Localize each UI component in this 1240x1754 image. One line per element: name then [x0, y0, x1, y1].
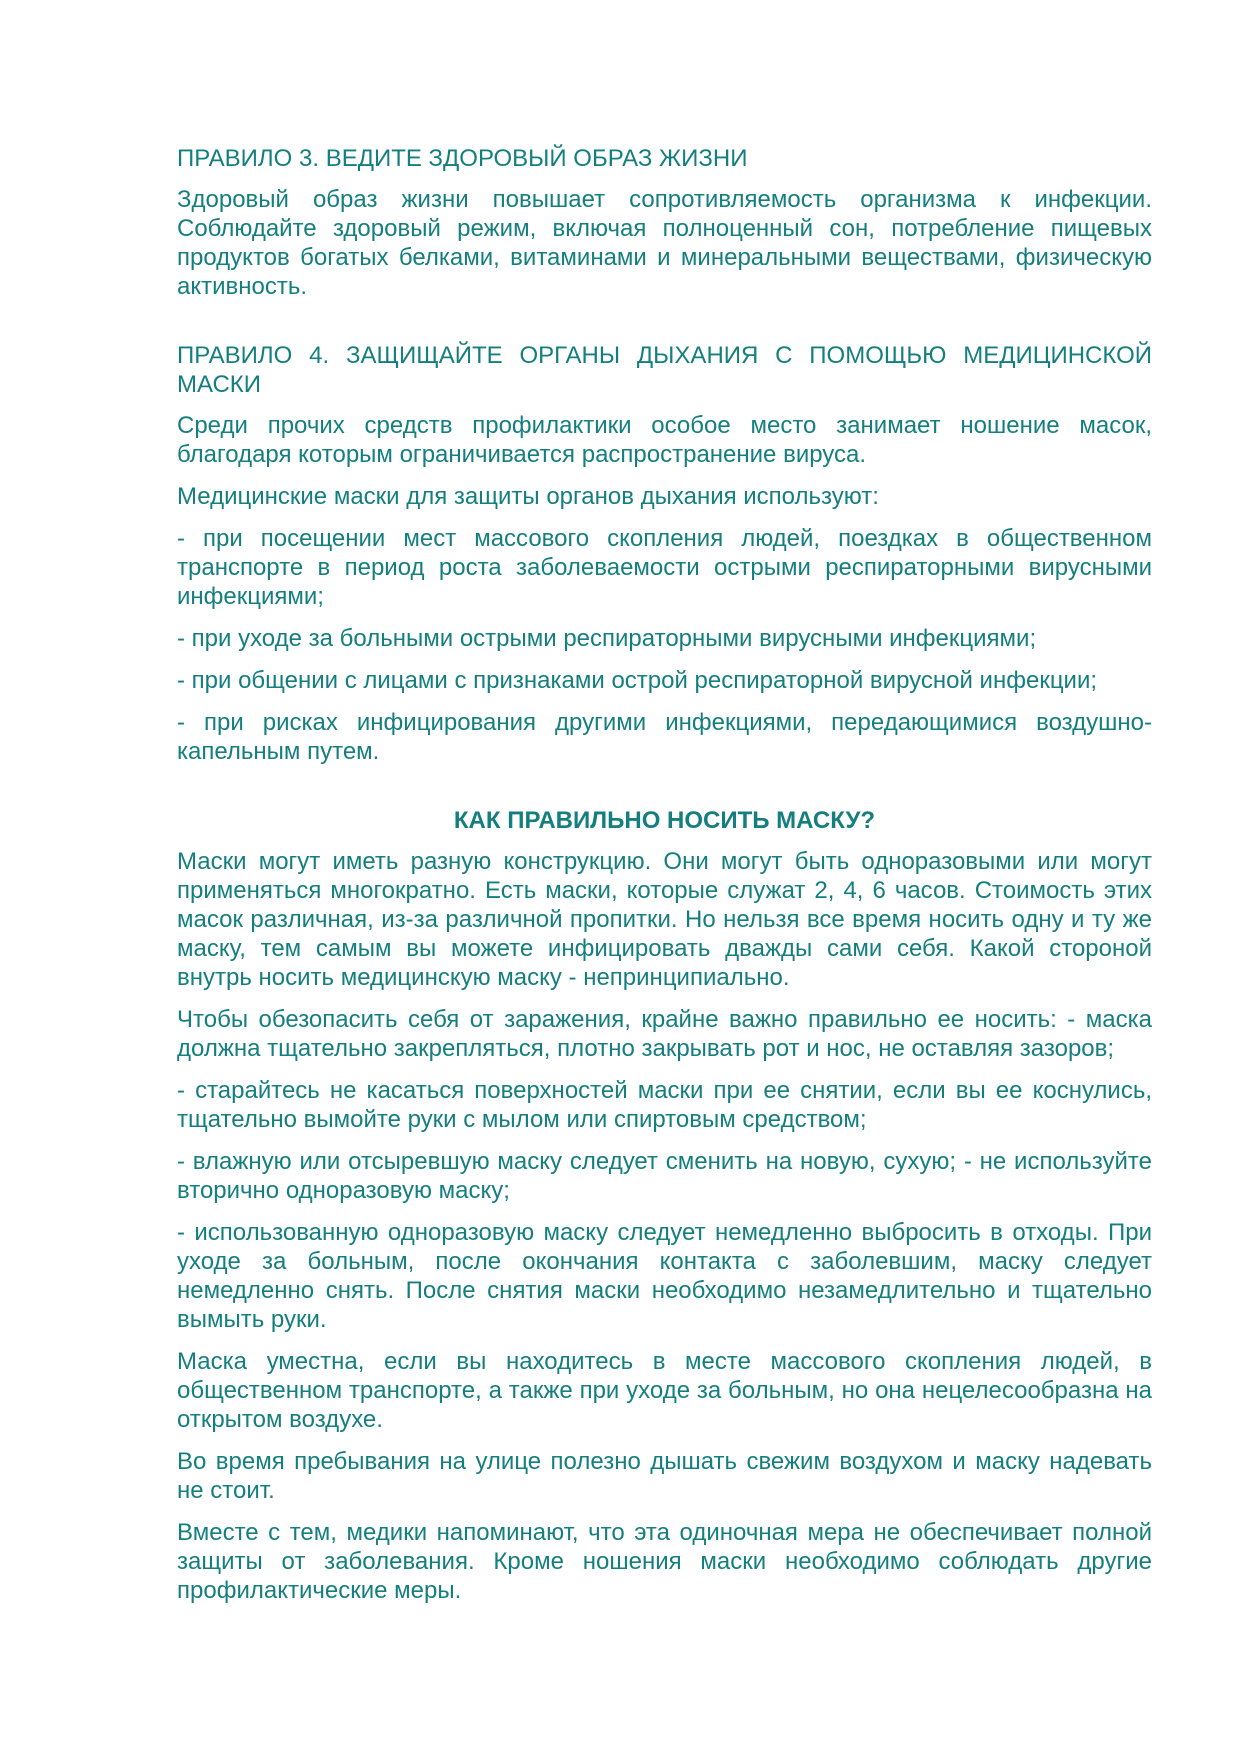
mask-section-heading: КАК ПРАВИЛЬНО НОСИТЬ МАСКУ? [453, 807, 876, 834]
rule4-paragraph: Среди прочих средств профилактики особое место занимает ношение масок, благодаря которым ограничивается распространение вируса. [177, 412, 1152, 468]
document-page [177, 144, 1152, 1605]
rule4-list-item: - при общении с лицами с признаками острой респираторной вирусной инфекции; [177, 667, 1098, 694]
rule4-list-item: - при посещении мест массового скопления людей, поездках в общественном транспорте в период роста заболеваемости острыми респираторными вирусными инфекциями; [177, 525, 1152, 610]
mask-paragraph: Во время пребывания на улице полезно дышать свежим воздухом и маску надевать не стоит. [177, 1448, 1152, 1504]
mask-paragraph: Маска уместна, если вы находитесь в месте массового скопления людей, в общественном транспорте, а также при уходе за больным, но она нецелесообразна на открытом воздухе. [177, 1348, 1152, 1433]
rule4-heading: ПРАВИЛО 4. ЗАЩИЩАЙТЕ ОРГАНЫ ДЫХАНИЯ С ПОМОЩЬЮ МЕДИЦИНСКОЙ МАСКИ [177, 342, 1152, 398]
mask-paragraph: - влажную или отсыревшую маску следует сменить на новую, сухую; - не используйте вторично одноразовую маску; [177, 1148, 1152, 1204]
mask-paragraph: Маски могут иметь разную конструкцию. Они могут быть одноразовыми или могут применяться многократно. Есть маски, которые служат 2, 4, 6 часов. Стоимость этих масок различная, из-за различной пропитки. Но нельзя все время носить одну и ту же маску, тем самым вы можете инфицировать дважды сами себя. Какой стороной внутрь носить медицинскую маску - непринципиально. [177, 848, 1152, 991]
rule3-paragraph: Здоровый образ жизни повышает сопротивляемость организма к инфекции. Соблюдайте здоровый режим, включая полноценный сон, потребление пищевых продуктов богатых белками, витаминами и минеральными веществами, физическую активность. [177, 186, 1152, 300]
rule4-list-item: - при рисках инфицирования другими инфекциями, передающимися воздушно-капельным путем. [177, 709, 1152, 765]
mask-paragraph: - использованную одноразовую маску следует немедленно выбросить в отходы. При уходе за больным, после окончания контакта с заболевшим, маску следует немедленно снять. После снятия маски необходимо незамедлительно и тщательно вымыть руки. [177, 1219, 1152, 1333]
mask-paragraph: Чтобы обезопасить себя от заражения, крайне важно правильно ее носить: - маска должна тщательно закрепляться, плотно закрывать рот и нос, не оставляя зазоров; [177, 1006, 1152, 1062]
rule4-list-item: - при уходе за больными острыми респираторными вирусными инфекциями; [177, 625, 1037, 652]
rule4-paragraph: Медицинские маски для защиты органов дыхания используют: [177, 483, 879, 510]
rule3-heading: ПРАВИЛО 3. ВЕДИТЕ ЗДОРОВЫЙ ОБРАЗ ЖИЗНИ [177, 145, 748, 172]
mask-paragraph: Вместе с тем, медики напоминают, что эта одиночная мера не обеспечивает полной защиты от заболевания. Кроме ношения маски необходимо соблюдать другие профилактические меры. [177, 1519, 1152, 1604]
mask-paragraph: - старайтесь не касаться поверхностей маски при ее снятии, если вы ее коснулись, тщательно вымойте руки с мылом или спиртовым средством; [177, 1077, 1152, 1133]
